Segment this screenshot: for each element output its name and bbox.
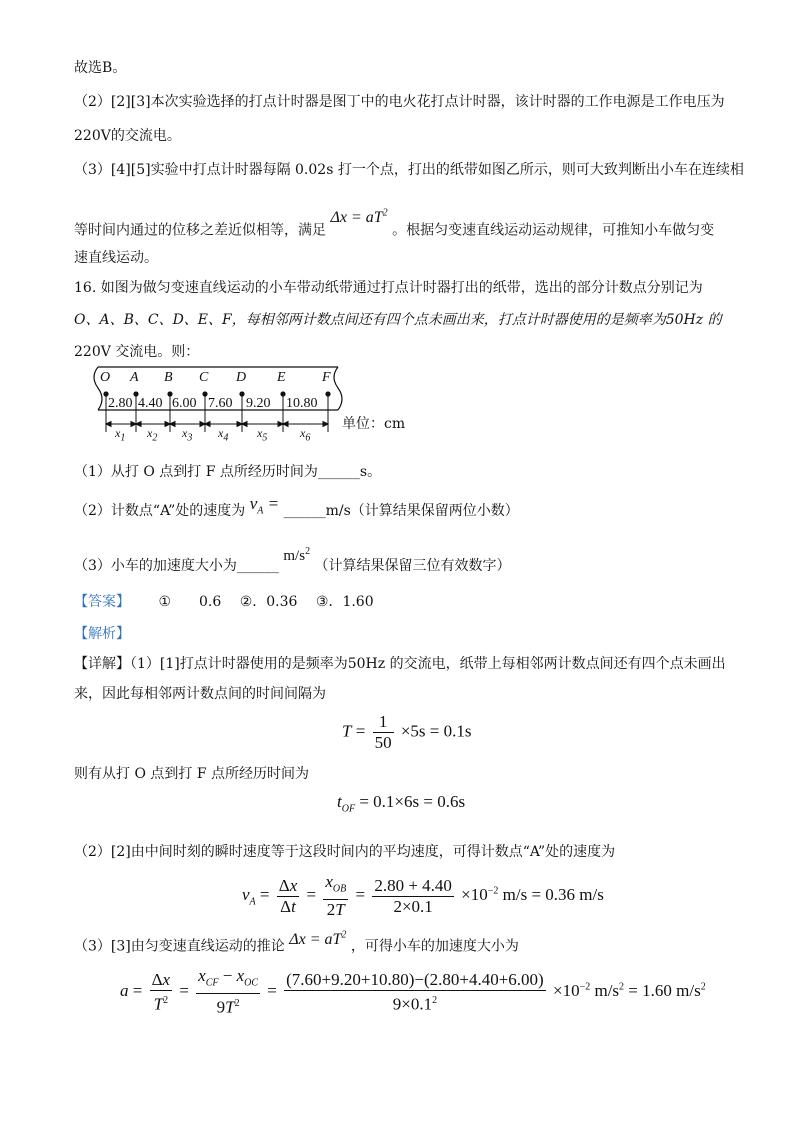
tape-unit: 单位：cm	[342, 416, 406, 432]
formula-T: T = $\frac{1}{50}$ ×5s = 0.1s	[342, 712, 472, 752]
text-segment: 。根据匀变速直线运动运动规律，可推知小车做匀变	[392, 222, 715, 239]
point-label-B: B	[164, 370, 173, 385]
text-segment: （2）计数点“A”处的速度为	[74, 503, 246, 519]
formula-tOF: $t_{OF} = 0.1\times 6s = 0.6s$	[337, 792, 466, 815]
text-line: （3）[4][5]实验中打点计时器每隔 0.02s 打一个点，打出的纸带如图乙所示，则可大致判断出小车在连续相	[74, 162, 744, 178]
sub-question-3	[74, 546, 511, 576]
detail-line: 来，因此每相邻两计数点间的时间间隔为	[74, 686, 326, 702]
detail-line: （2）[2]由中间时刻的瞬时速度等于这段时间内的平均速度，可得计数点“A”处的速度为	[74, 844, 616, 860]
question-16-line: 220V 交流电。则：	[74, 344, 200, 360]
detail-line: 则有从打 O 点到打 F 点所经历时间为	[74, 766, 309, 782]
text-segment: ，可得小车的加速度大小为	[350, 938, 519, 955]
point-label-E: E	[277, 370, 286, 385]
formula-dx: $\Delta x = aT^2$	[330, 208, 388, 227]
segment-label-x1: $x_1$	[115, 426, 126, 444]
answer-line	[74, 592, 374, 612]
question-16-line: O、A、B、C、D、E、F，每相邻两计数点间还有四个点未画出来，打点计时器使用的是频率为50Hz 的	[74, 312, 722, 328]
sub-question-1: （1）从打 O 点到打 F 点所经历时间为______s。	[74, 464, 382, 480]
text-line: （2）[2][3]本次实验选择的打点计时器是图丁中的电火花打点计时器，该计时器的工作电源是工作电压为	[74, 94, 725, 110]
formula-a: a = $\frac{\Delta x}{T^2}$ = $\frac{x_{CF} - x_{OC}}{9T^2}$ = $\frac{(7.60+9.20+10.80)-(2.80+4.40+6.00)}{9\times 0.1^2}$ $\times 10^{-2}$ $m/s^2 = 1.60$ $m/s^2$	[120, 966, 706, 1018]
point-label-C: C	[199, 370, 209, 385]
text-line: 速直线运动。	[74, 250, 158, 266]
segment-label-x6: $x_6$	[300, 426, 311, 444]
formula-vA: $v_A$ = $\frac{\Delta x}{\Delta t}$ = $\frac{x_{OB}}{2T}$ = $\frac{2.80 + 4.40}{2\times 0.1}$ $\times 10^{-2}$ m/s = 0.36 m/s	[242, 872, 604, 920]
question-16-line: 16. 如图为做匀变速直线运动的小车带动纸带通过打点计时器打出的纸带，选出的部分计数点分别记为	[74, 280, 703, 296]
segment-label-x5: $x_5$	[257, 426, 268, 444]
detail-line: 【详解】（1）[1]打点计时器使用的是频率为50Hz 的交流电，纸带上每相邻两计数点间还有四个点未画出	[74, 656, 726, 672]
segment-label-x3: $x_3$	[182, 426, 193, 444]
unit-ms2: $m/s^2$	[283, 546, 311, 564]
distance-value: 10.80	[286, 396, 318, 411]
point-label-D: D	[236, 370, 247, 385]
text-line: 故选B。	[74, 60, 127, 76]
text-segment: （3）小车的加速度大小为______	[74, 558, 279, 574]
distance-value: 9.20	[246, 396, 271, 411]
segment-label-x2: $x_2$	[147, 426, 158, 444]
point-label-A: A	[130, 370, 139, 385]
distance-value: 4.40	[138, 396, 163, 411]
text-segment: （计算结果保留三位有效数字）	[314, 558, 511, 574]
distance-value: 7.60	[208, 396, 233, 411]
text-line-with-formula	[74, 208, 715, 240]
text-line: 220V的交流电。	[74, 128, 181, 144]
answer-text: ① 0.6 ②．0.36 ③．1.60	[158, 594, 374, 610]
detail-line-with-formula	[74, 932, 519, 956]
distance-value: 2.80	[108, 396, 133, 411]
text-segment: （3）[3]由匀变速直线运动的推论	[74, 938, 285, 955]
segment-labels	[88, 426, 350, 442]
segment-label-x4: $x_4$	[218, 426, 229, 444]
sub-question-2	[74, 494, 519, 527]
text-segment: ______m/s（计算结果保留两位小数）	[283, 503, 519, 519]
point-label-O: O	[100, 370, 111, 385]
distance-value: 6.00	[172, 396, 197, 411]
text-segment: 等时间内通过的位移之差近似相等，满足	[74, 222, 326, 239]
answer-tag: 【答案】	[74, 594, 130, 610]
formula-vA-lhs: $v_A$ =	[249, 494, 280, 517]
paper-tape-figure	[88, 362, 350, 442]
point-label-F: F	[322, 370, 331, 385]
analysis-tag: 【解析】	[74, 626, 130, 642]
formula-dx-inline: $\Delta x = aT^2$	[289, 930, 347, 949]
